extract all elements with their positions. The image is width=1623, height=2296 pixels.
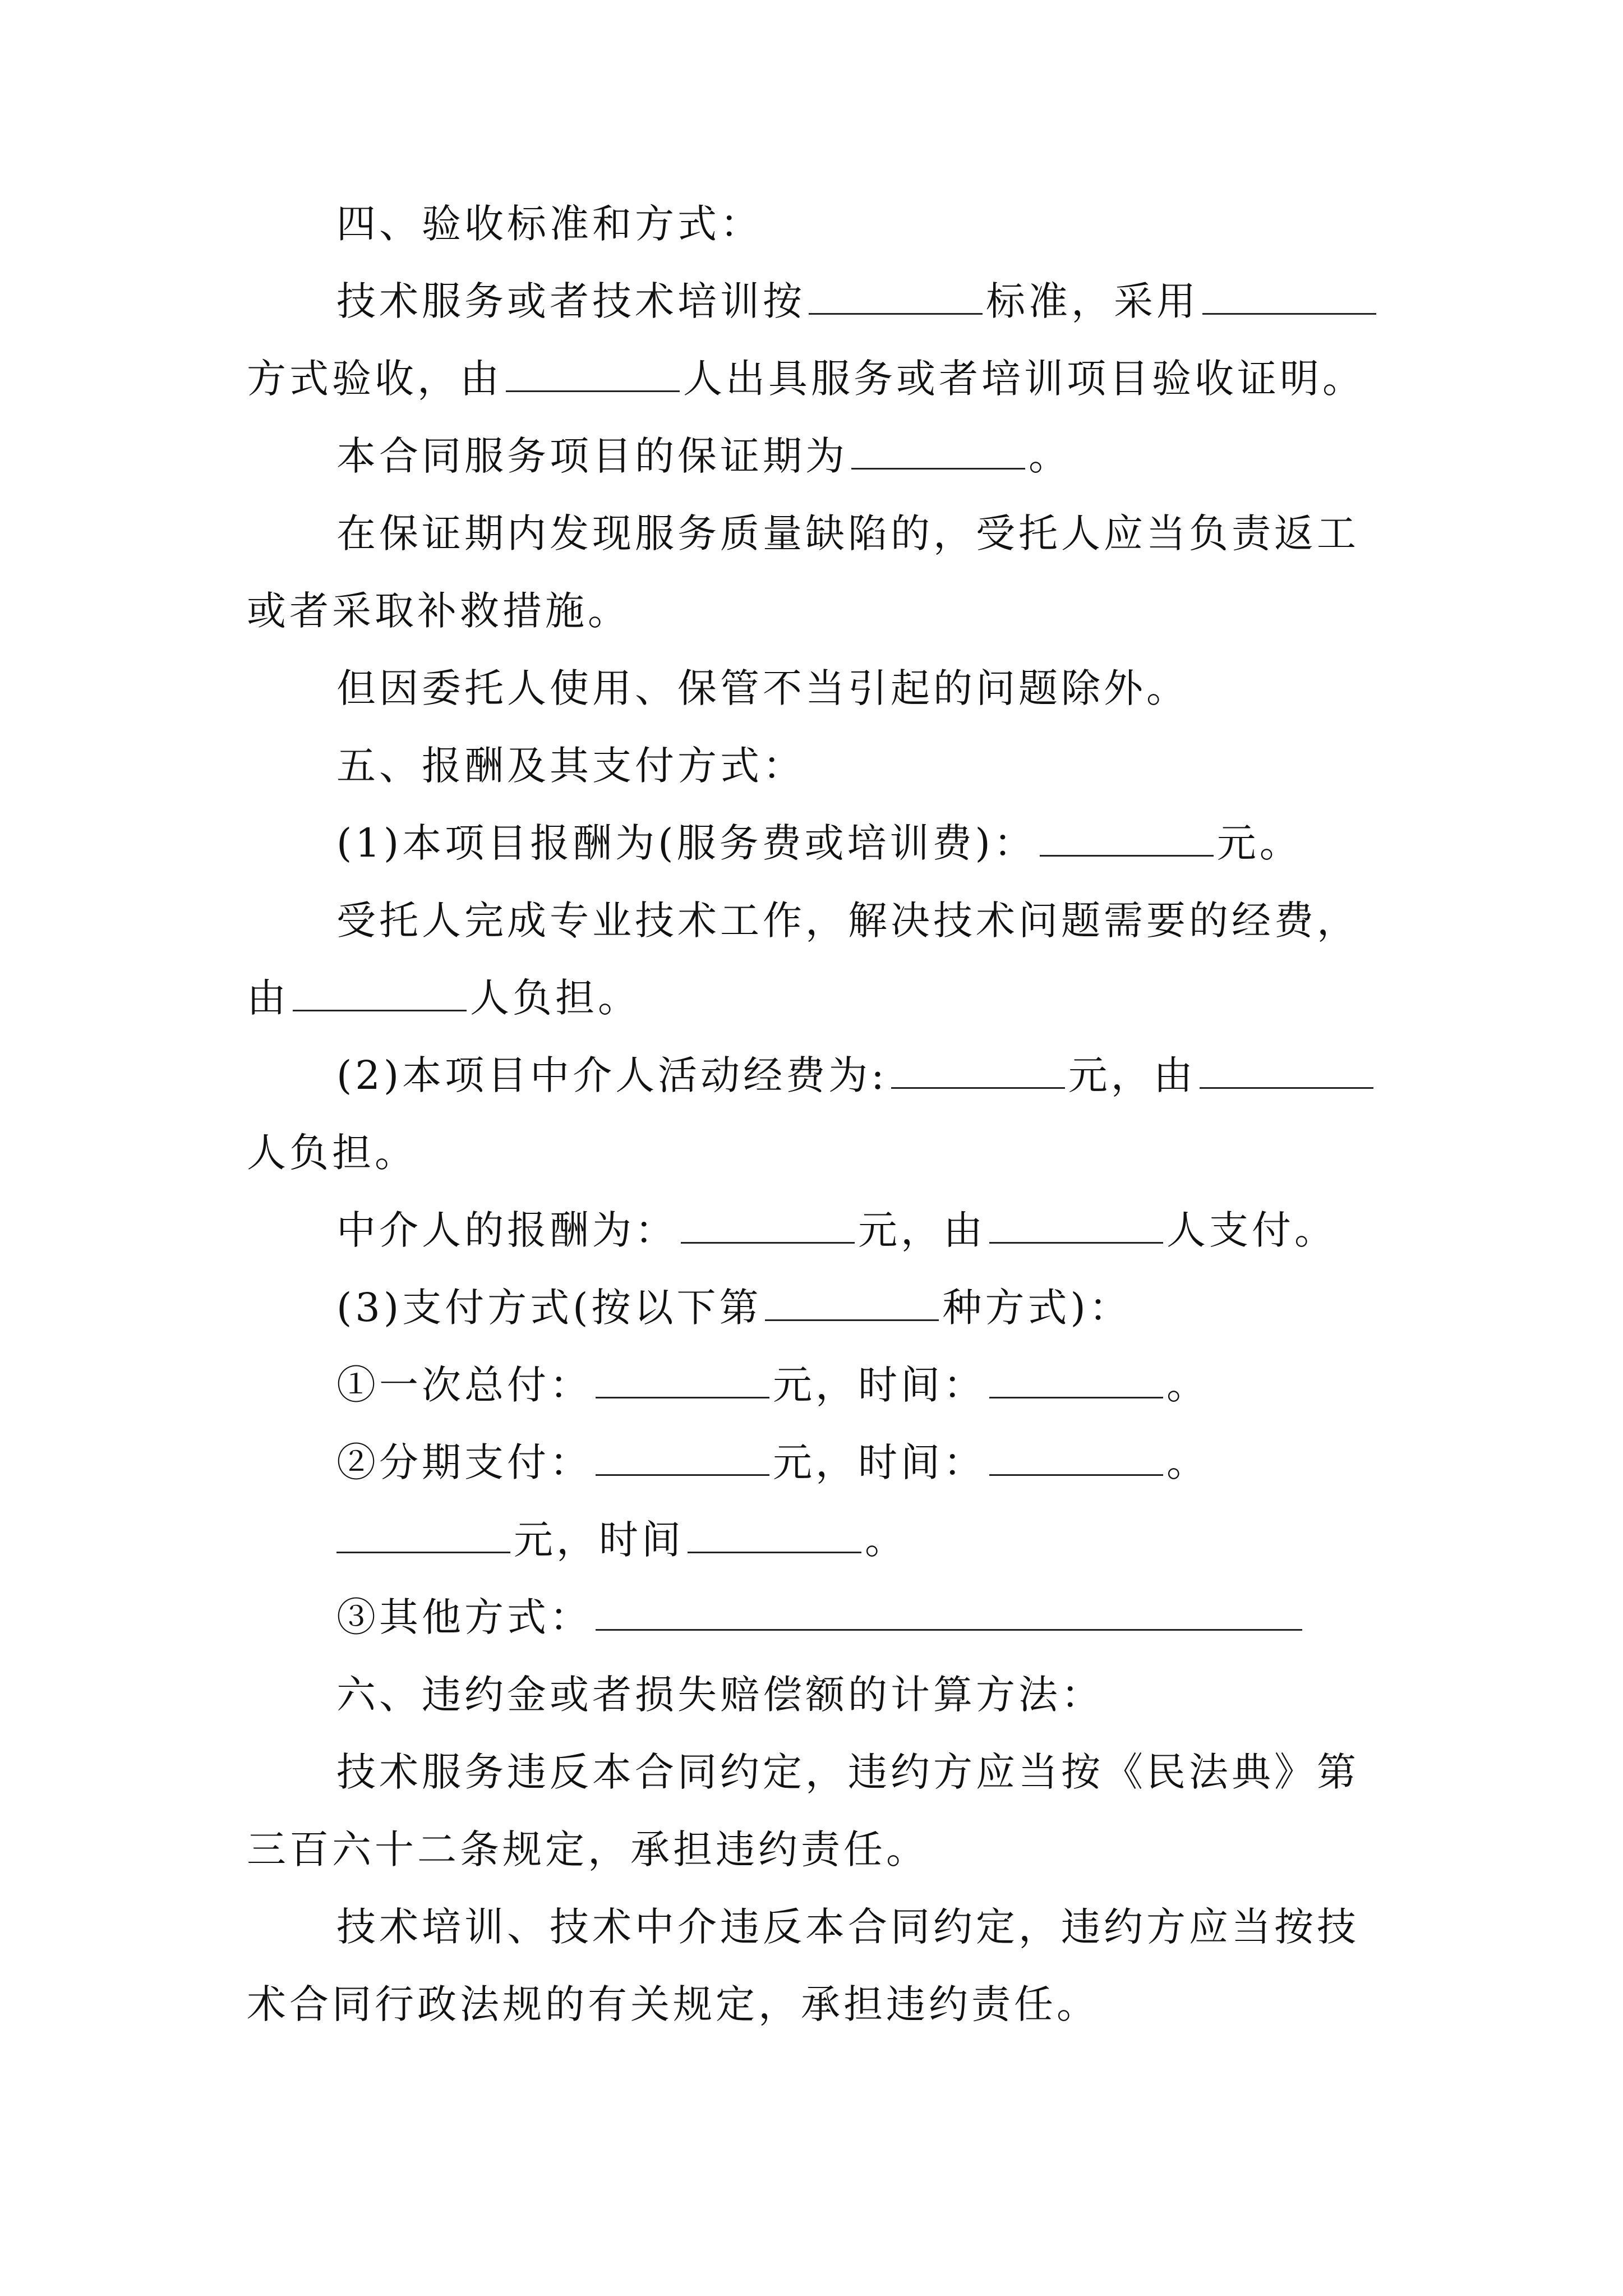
s4-defect-line2 xyxy=(247,572,1396,650)
s4-line1 xyxy=(247,263,1396,340)
s5-option1-text-c: 。 xyxy=(1166,1362,1209,1408)
s4-line2 xyxy=(247,340,1396,417)
s4-line2-text-b: 人出具服务或者培训项目验收证明。 xyxy=(683,356,1365,402)
section-5-title-text: 五、报酬及其支付方式： xyxy=(336,743,805,789)
s4-defect-text-1: 在保证期内发现服务质量缺陷的，受托人应当负责返工 xyxy=(336,510,1359,556)
s5-option1-text-b: 元，时间： xyxy=(773,1362,986,1408)
s5-cost-line1 xyxy=(247,882,1396,959)
s5-item3-text-b: 种方式)： xyxy=(942,1285,1132,1331)
blank-installment-amount-1[interactable] xyxy=(596,1443,769,1476)
s5-item2 xyxy=(247,1037,1396,1114)
s5-broker xyxy=(247,1191,1396,1269)
s4-except-text: 但因委托人使用、保管不当引起的问题除外。 xyxy=(336,665,1189,711)
s5-option1-text-a: ①一次总付： xyxy=(336,1362,592,1408)
s4-guarantee-text-a: 本合同服务项目的保证期为 xyxy=(336,433,848,479)
s5-option1 xyxy=(247,1346,1396,1424)
s5-item2-cont xyxy=(247,1114,1396,1191)
s4-guarantee xyxy=(247,417,1396,495)
s5-broker-text-a: 中介人的报酬为： xyxy=(336,1207,677,1253)
blank-installment-amount-2[interactable] xyxy=(336,1520,510,1553)
blank-other-method[interactable] xyxy=(596,1598,1302,1631)
s5-option2-second xyxy=(247,1501,1396,1579)
blank-guarantee-period[interactable] xyxy=(851,436,1025,470)
s4-guarantee-text-b: 。 xyxy=(1029,433,1071,479)
s4-defect-text-2: 或者采取补救措施。 xyxy=(247,588,630,634)
blank-payment-option[interactable] xyxy=(765,1288,939,1321)
s5-cost-text-1: 受托人完成专业技术工作，解决技术问题需要的经费， xyxy=(336,898,1359,944)
s6-p2-text-1: 技术培训、技术中介违反本合同约定，违约方应当按技 xyxy=(336,1904,1359,1950)
blank-installment-time-2[interactable] xyxy=(688,1520,861,1553)
s6-p2-line1 xyxy=(247,1888,1396,1966)
blank-method[interactable] xyxy=(1202,282,1376,315)
s4-line1-text-a: 技术服务或者技术培训按 xyxy=(336,278,805,324)
s4-defect-line1 xyxy=(247,495,1396,572)
s4-line1-text-b: 标准，采用 xyxy=(986,278,1199,324)
s5-option2-text-c: 。 xyxy=(1166,1439,1209,1485)
s5-option2b-text-b: 。 xyxy=(865,1517,907,1563)
s5-cost-text-2a: 由 xyxy=(247,975,289,1021)
s6-p1-line2 xyxy=(247,1811,1396,1888)
s5-item1-text-b: 元。 xyxy=(1216,820,1302,866)
blank-cost-bearer[interactable] xyxy=(293,978,467,1011)
blank-broker-payer[interactable] xyxy=(989,1211,1163,1244)
section-4-title xyxy=(247,185,1396,263)
s5-cost-text-2b: 人负担。 xyxy=(470,975,640,1021)
s5-option2-text-b: 元，时间： xyxy=(773,1439,986,1485)
s5-item3-text-a: (3)支付方式(按以下第 xyxy=(336,1285,762,1331)
s4-line2-text-a: 方式验收，由 xyxy=(247,356,502,402)
s5-option2-text-a: ②分期支付： xyxy=(336,1439,592,1485)
s5-item2-text-b: 元，由 xyxy=(1068,1052,1196,1098)
s5-item1-text-a: (1)本项目报酬为(服务费或培训费)： xyxy=(336,820,1036,866)
s5-broker-text-c: 人支付。 xyxy=(1166,1207,1337,1253)
section-6-title-text: 六、违约金或者损失赔偿额的计算方法： xyxy=(336,1672,1104,1718)
blank-lump-sum-amount[interactable] xyxy=(596,1365,769,1398)
s5-item2-text-a: (2)本项目中介人活动经费为: xyxy=(336,1052,888,1098)
s6-p1-text-1: 技术服务违反本合同约定，违约方应当按《民法典》第 xyxy=(336,1749,1359,1795)
s6-p2-line2 xyxy=(247,1966,1396,2043)
s5-option2b-text-a: 元，时间 xyxy=(514,1517,684,1563)
s5-broker-text-b: 元，由 xyxy=(858,1207,986,1253)
section-4-title-text: 四、验收标准和方式： xyxy=(336,201,763,247)
blank-broker-expense-bearer[interactable] xyxy=(1200,1056,1373,1089)
s6-p2-text-2: 术合同行政法规的有关规定，承担违约责任。 xyxy=(247,1981,1099,2027)
blank-fee[interactable] xyxy=(1040,823,1214,857)
s6-p1-text-2: 三百六十二条规定，承担违约责任。 xyxy=(247,1826,929,1872)
blank-broker-expense[interactable] xyxy=(891,1056,1065,1089)
s5-option2 xyxy=(247,1424,1396,1501)
s4-except xyxy=(247,650,1396,727)
s5-item2-text-c: 人负担。 xyxy=(247,1130,417,1176)
section-6-title xyxy=(247,1656,1396,1733)
blank-certifier[interactable] xyxy=(506,359,680,392)
s5-option3-text: ③其他方式： xyxy=(336,1594,592,1640)
blank-lump-sum-time[interactable] xyxy=(989,1365,1163,1398)
blank-installment-time-1[interactable] xyxy=(989,1443,1163,1476)
s5-item1 xyxy=(247,804,1396,882)
s5-option3 xyxy=(247,1579,1396,1656)
s6-p1-line1 xyxy=(247,1733,1396,1811)
s5-item3 xyxy=(247,1269,1396,1346)
s5-cost-line2 xyxy=(247,959,1396,1037)
section-5-title xyxy=(247,727,1396,804)
document-page xyxy=(247,185,1396,2043)
blank-broker-fee[interactable] xyxy=(681,1211,855,1244)
blank-standard[interactable] xyxy=(809,282,983,315)
